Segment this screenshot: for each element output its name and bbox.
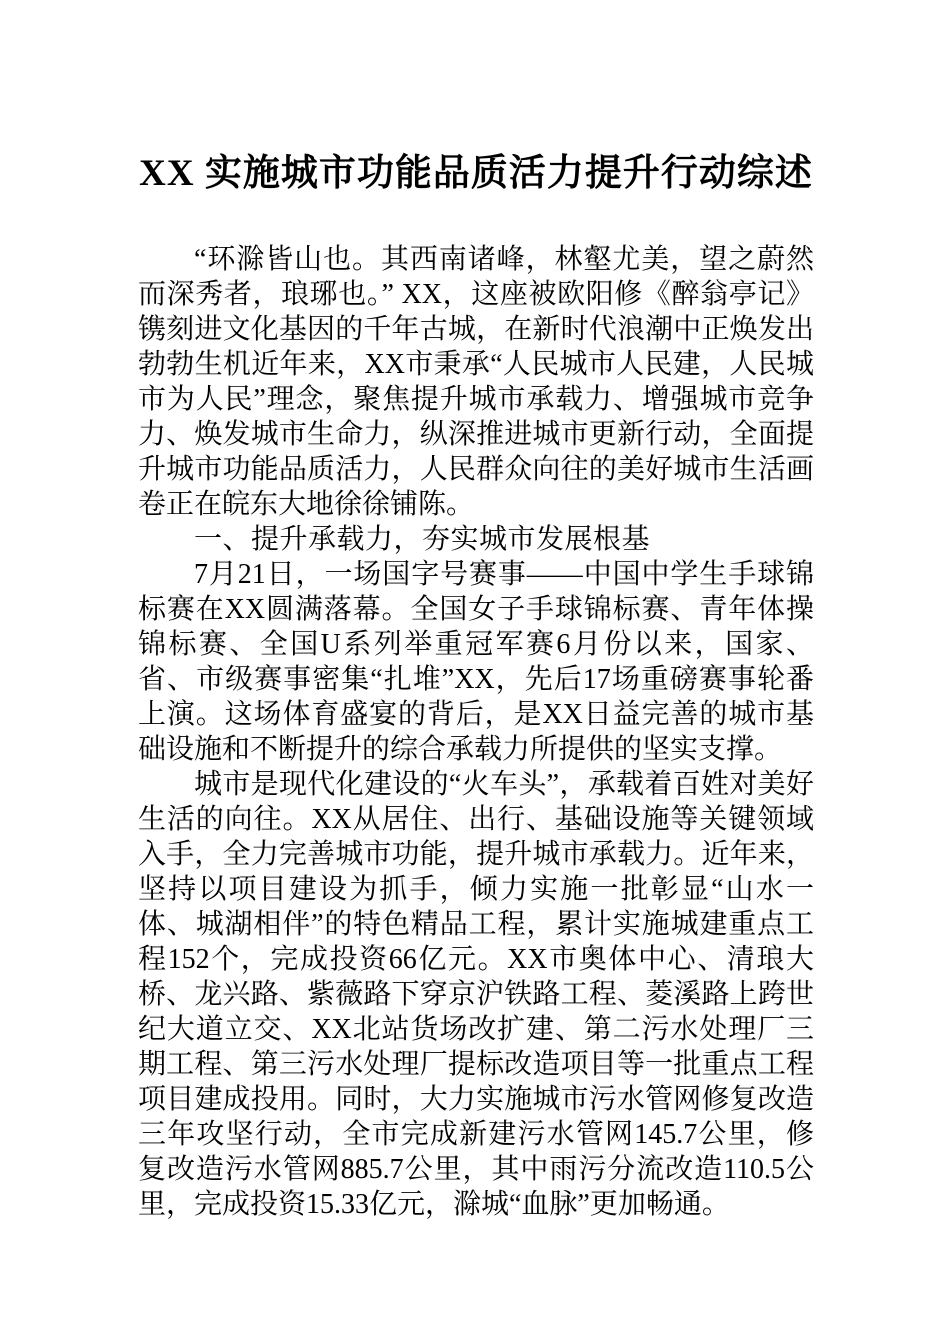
intro-paragraph: “环滁皆山也。其西南诸峰，林壑尤美，望之蔚然而深秀者，琅琊也。” XX，这座被欧阳修《醉翁亭记》镌刻进文化基因的千年古城，在新时代浪潮中正焕发出勃勃生机近年来，XX市秉承“人民城市人民建，人民城市为人民”理念，聚焦提升城市承载力、增强城市竞争力、焕发城市生命力，纵深推进城市更新行动，全面提升城市功能品质活力，人民群众向往的美好城市生活画卷正在皖东大地徐徐铺陈。: [138, 244, 814, 521]
document-title: XX 实施城市功能品质活力提升行动综述: [139, 153, 813, 194]
body-paragraph-infrastructure: 城市是现代化建设的“火车头”，承载着百姓对美好生活的向往。XX从居住、出行、基础设施等关键领域入手，全力完善城市功能，提升城市承载力。近年来，坚持以项目建设为抓手，倾力实施一批彰显“山水一体、城湖相伴”的特色精品工程，累计实施城建重点工程152个，完成投资66亿元。XX市奥体中心、清琅大桥、龙兴路、紫薇路下穿京沪铁路工程、菱溪路上跨世纪大道立交、XX北站货场改扩建、第二污水处理厂三期工程、第三污水处理厂提标改造项目等一批重点工程项目建成投用。同时，大力实施城市污水管网修复改造三年攻坚行动，全市完成新建污水管网145.7公里，修复改造污水管网885.7公里，其中雨污分流改造110.5公里，完成投资15.33亿元，滁城“血脉”更加畅通。: [138, 769, 814, 1221]
section-heading-1: 一、提升承载力，夯实城市发展根基: [194, 524, 651, 556]
body-paragraph-sports-events: 7月21日，一场国字号赛事——中国中学生手球锦标赛在XX圆满落幕。全国女子手球锦标赛、青年体操锦标赛、全国U系列举重冠军赛6月份以来，国家、省、市级赛事密集“扎堆”XX，先后17场重磅赛事轮番上演。这场体育盛宴的背后，是XX日益完善的城市基础设施和不断提升的综合承载力所提供的坚实支撑。: [138, 559, 814, 766]
